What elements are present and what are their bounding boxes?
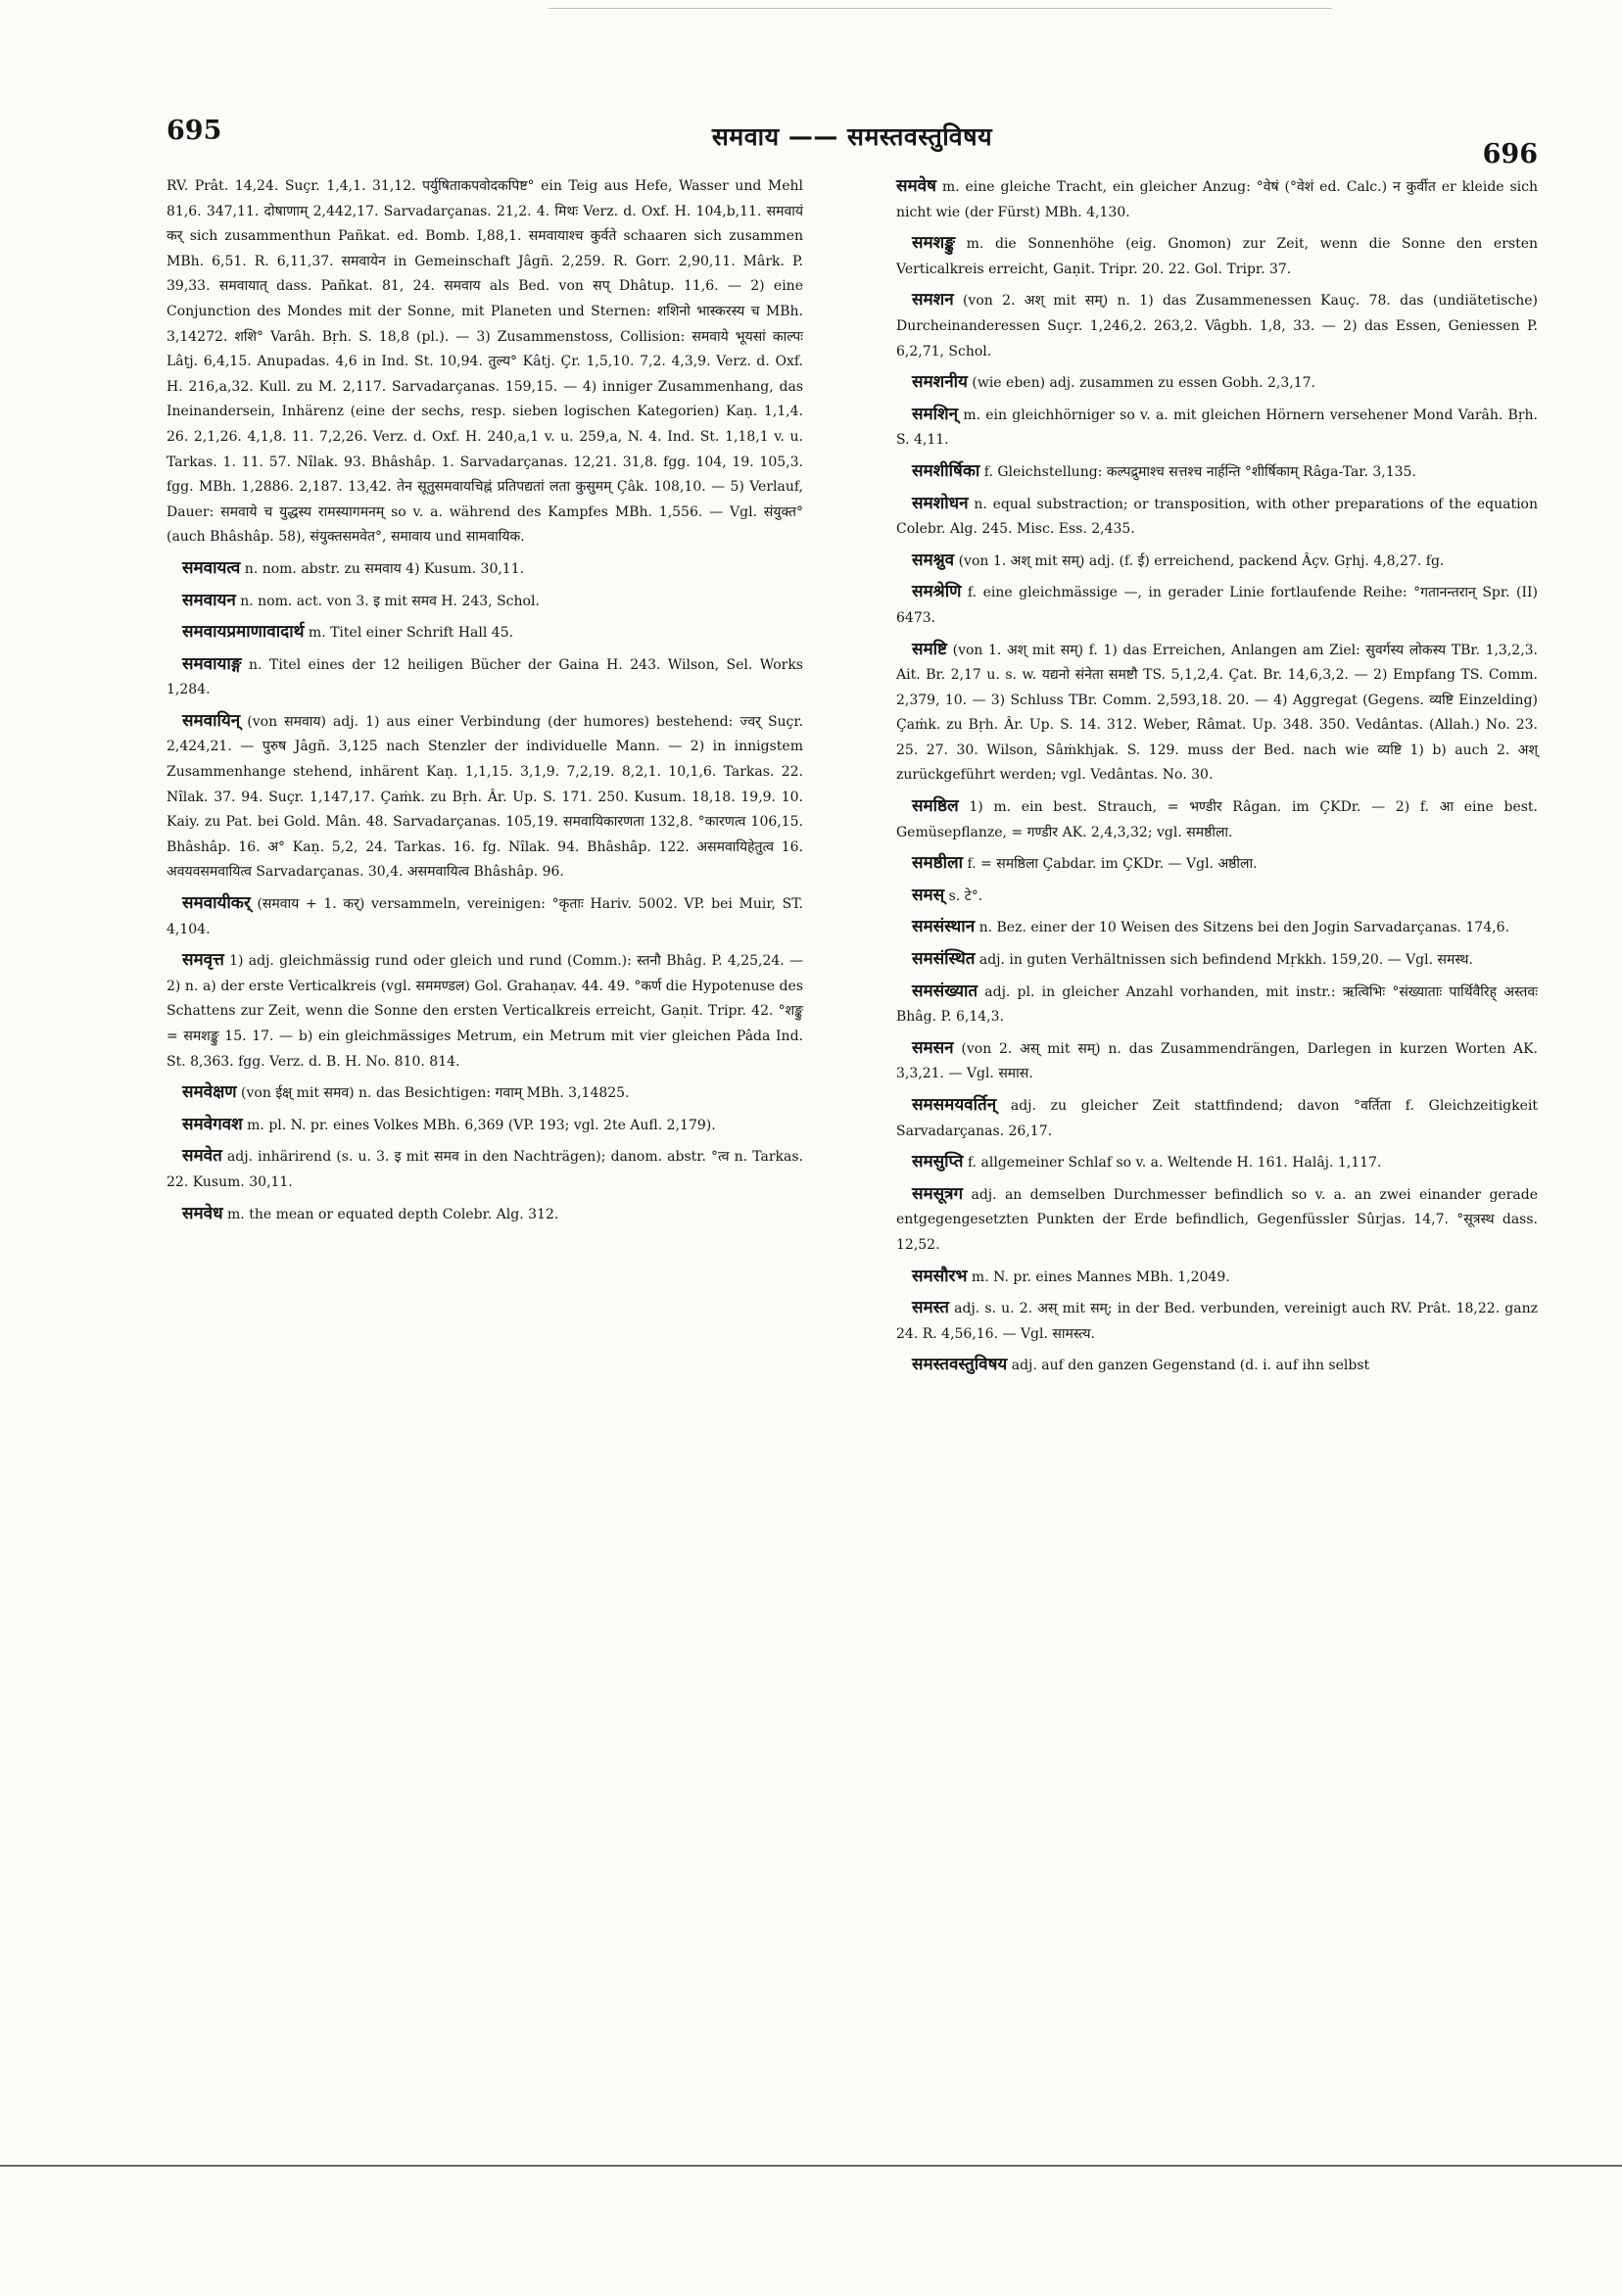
dictionary-entry: [167, 891, 803, 942]
entry-headword: समशन: [912, 290, 954, 311]
entry-headword: समसन: [912, 1037, 954, 1058]
entry-headword: समवेत: [182, 1146, 222, 1167]
entry-headword: समसौरभ: [912, 1266, 968, 1286]
entry-headword: समश्रेणि: [912, 582, 962, 602]
entry-headword: समसमयवर्तिन्: [912, 1095, 997, 1115]
entry-headword: समवायत्व: [182, 557, 241, 578]
entry-definition: m. Titel einer Schrift Hall 45.: [308, 625, 514, 642]
entry-definition: (wie eben) adj. zusammen zu essen Gobh. 2,3,17.: [972, 375, 1315, 392]
dictionary-entry: [896, 1265, 1538, 1291]
entry-headword: समवेगवश: [182, 1114, 243, 1134]
entry-definition: adj. in guten Verhältnissen sich befindend Mṛkkh. 159,20. — Vgl. समस्थ.: [978, 952, 1473, 969]
dictionary-entry: [167, 589, 803, 615]
entry-definition: f. eine gleichmässige —, in gerader Linie fortlaufende Reihe: °गतानन्तरान् Spr. (II) 6473.: [896, 585, 1538, 626]
entry-headword: समवृत्त: [182, 950, 224, 971]
entry-definition: adj. an demselben Durchmesser befindlich so v. a. an zwei einander gerade entgegengesetzten Punkten der Erde befindlich, Gegenfüssler Sûrjas. 14,7. °सूत्रस्थ dass. 12,52.: [896, 1186, 1538, 1253]
entry-definition: f. = समष्ठिला Çabdar. im ÇKDr. — Vgl. अष्ठीला.: [967, 856, 1258, 873]
entry-definition: n. Bez. einer der 10 Weisen des Sitzens bei den Jogin Sarvadarçanas. 174,6.: [978, 920, 1509, 936]
entry-headword: समशोधन: [912, 493, 969, 513]
entry-definition: m. the mean or equated depth Colebr. Alg. 312.: [227, 1206, 559, 1222]
entry-definition: n. nom. abstr. zu समवाय 4) Kusum. 30,11.: [244, 560, 525, 577]
dictionary-entry: [167, 652, 803, 703]
entry-definition: m. pl. N. pr. eines Volkes MBh. 6,369 (VP. 193; vgl. 2te Aufl. 2,179).: [247, 1117, 716, 1133]
dictionary-entry: [896, 370, 1538, 397]
entry-headword: समसंस्थित: [912, 949, 976, 970]
entry-headword: समवायप्रमाणावादार्थ: [182, 622, 305, 643]
dictionary-entry: [896, 549, 1538, 575]
entry-headword: समसुप्ति: [912, 1152, 964, 1172]
entry-definition: adj. s. u. 2. अस् mit सम्; in der Bed. verbunden, vereinigt auch RV. Prât. 18,22. ganz 24. R. 4,56,16. — Vgl. सामस्त्य.: [896, 1301, 1538, 1342]
dictionary-entry: [896, 1036, 1538, 1087]
dictionary-entry: [896, 1093, 1538, 1144]
entry-definition: adj. zu gleicher Zeit stattfindend; davon °वर्तिता f. Gleichzeitigkeit Sarvadarçanas. 26,17.: [896, 1098, 1539, 1139]
dictionary-entry: [167, 709, 803, 885]
entry-headword: समष्ठीला: [912, 853, 964, 874]
entry-definition: 1) m. ein best. Strauch, = भण्डीर Râgan. im ÇKDr. — 2) f. आ eine best. Gemüsepflanze, = गण्डीर AK. 2,4,3,32; vgl. समष्ठीला.: [896, 799, 1538, 840]
entry-definition: (von 2. अस् mit सम्) n. das Zusammendrängen, Darlegen in kurzen Worten AK. 3,3,21. — Vgl. समास.: [896, 1040, 1538, 1082]
dictionary-entry: [896, 638, 1538, 789]
entry-headword: समशिन्: [912, 404, 959, 424]
right-column: [896, 174, 1538, 1385]
entry-headword: समशनीय: [912, 372, 968, 393]
bottom-rule: [0, 2165, 1622, 2167]
dictionary-entry: [896, 231, 1538, 282]
entry-headword: समस्तवस्तुविषय: [912, 1355, 1008, 1375]
dictionary-entry: [896, 980, 1538, 1030]
entry-headword: समवायन: [182, 590, 236, 610]
dictionary-entry: [896, 915, 1538, 941]
entry-definition: n. Titel eines der 12 heiligen Bücher der Gaina H. 243. Wilson, Sel. Works 1,284.: [167, 656, 803, 698]
entry-definition: (von 2. अश् mit सम्) n. 1) das Zusammenessen Kauç. 78. das (undiätetische) Durcheinanderessen Suçr. 1,246,2. 263,2. Vâgbh. 1,8, 33. — 2) das Essen, Geniessen P. 6,2,71, Schol.: [896, 293, 1539, 359]
entry-definition: 1) adj. gleichmässig rund oder gleich und rund (Comm.): स्तनौ Bhâg. P. 4,25,24. — 2) n. a) der erste Verticalkreis (vgl. सममण्डल) Gol. Grahaṇav. 44. 49. °कर्ण die Hypotenuse des Schattens zur Zeit, wenn die Sonne den ersten Verticalkreis erreicht, Gaṇit. Tripr. 42. °शङ्कु = समशङ्कु 15. 17. — b) ein gleichmässiges Metrum, ein Metrum mit vier gleichen Pâda Ind. St. 8,363. fgg. Verz. d. B. H. No. 810. 814.: [167, 953, 804, 1070]
dictionary-entry: [167, 556, 803, 583]
page-number-right: 696: [1482, 139, 1538, 169]
entry-headword: समष्टि: [912, 639, 947, 659]
entry-definition: f. Gleichstellung: कल्पद्रुमाश्च सत्तश्च नार्हन्ति °शीर्षिकाम् Râga-Tar. 3,135.: [983, 463, 1416, 480]
dictionary-entry: [896, 403, 1538, 454]
dictionary-entry: [896, 1182, 1538, 1259]
entry-headword: समशीर्षिका: [912, 460, 980, 481]
running-title: समवाय —— समस्तवस्तुविषय: [711, 122, 993, 151]
entry-definition: adj. auf den ganzen Gegenstand (d. i. auf ihn selbst: [1011, 1358, 1370, 1374]
entry-definition: (समवाय + 1. कर्) versammeln, vereinigen: °कृताः Hariv. 5002. VP. bei Muir, ST. 4,104.: [167, 896, 803, 937]
entry-headword: समवायाङ्ग: [182, 653, 242, 674]
entry-definition: n. equal substraction; or transposition, with other preparations of the equation Colebr. Alg. 245. Misc. Ess. 2,435.: [896, 496, 1538, 538]
entry-headword: समवेध: [182, 1203, 223, 1223]
dictionary-entry: [896, 492, 1538, 543]
dictionary-entry: [896, 884, 1538, 910]
entry-definition: (von समवाय) adj. 1) aus einer Verbindung (der humores) bestehend: ज्वर् Suçr. 2,424,21. — पुरुष Jâgñ. 3,125 nach Stenzler der individuelle Mann. — 2) in innigstem Zusammenhange stehend, inhärent Kaṇ. 1,1,15. 3,1,9. 7,2,19. 8,2,1. 10,1,6. Tarkas. 22. Nîlak. 37. 94. Suçr. 1,147,17. Çaṁk. zu Bṛh. Âr. Up. S. 171. 250. Kusum. 18,18. 19,9. 10. Kaiy. zu Pat. bei Gold. Mân. 48. Sarvadarçanas. 105,19. समवायिकारणता 132,8. °कारणत्व 106,15. Bhâshâp. 16. अ° Kaṇ. 5,2, 24. Tarkas. 16. fg. Nîlak. 94. Bhâshâp. 122. असमवायिहेतुत्व 16. अवयवसमवायित्व Sarvadarçanas. 30,4. असमवायित्व Bhâshâp. 96.: [167, 713, 803, 881]
entry-headword: समष्ठिल: [912, 796, 959, 817]
entry-headword: समसंस्थान: [912, 917, 976, 937]
dictionary-entry: [896, 851, 1538, 878]
dictionary-entry: [896, 947, 1538, 974]
dictionary-entry: [167, 1202, 803, 1228]
entry-headword: समसंख्यात: [912, 981, 978, 1001]
dictionary-entry: [167, 1080, 803, 1107]
entry-headword: समवेष: [896, 176, 936, 196]
entry-definition: m. ein gleichhörniger so v. a. mit gleichen Hörnern versehener Mond Varâh. Bṛh. S. 4,11.: [896, 407, 1539, 449]
dictionary-entry: [896, 580, 1538, 631]
entry-definition: (von 1. अश् mit सम्) adj. (f. ई) erreichend, packend Âçv. Gṛhj. 4,8,27. fg.: [958, 552, 1445, 569]
entry-headword: समवायीकर्: [182, 893, 251, 914]
entry-definition: n. nom. act. von 3. इ mit समव H. 243, Schol.: [240, 593, 540, 609]
entry-definition: m. die Sonnenhöhe (eig. Gnomon) zur Zeit, wenn die Sonne den ersten Verticalkreis erreicht, Gaṇit. Tripr. 20. 22. Gol. Tripr. 37.: [896, 236, 1538, 277]
entry-headword: समवायिन्: [182, 710, 241, 731]
dictionary-entry: [167, 1144, 803, 1195]
entry-definition: s. टे°.: [948, 887, 983, 904]
dictionary-entry: [896, 174, 1538, 225]
entry-headword: समवेक्षण: [182, 1082, 237, 1103]
dictionary-entry: [167, 1113, 803, 1139]
dictionary-entry: [896, 459, 1538, 486]
dictionary-entry: [896, 794, 1538, 845]
entry-definition: f. allgemeiner Schlaf so v. a. Weltende H. 161. Halâj. 1,117.: [967, 1155, 1382, 1172]
entry-headword: समस्त: [912, 1298, 949, 1318]
entry-headword: समस्: [912, 885, 945, 905]
entry-definition: (von ईक्ष् mit समव) n. das Besichtigen: गवाम् MBh. 3,14825.: [241, 1085, 630, 1102]
entry-definition: m. eine gleiche Tracht, ein gleicher Anzug: °वेषं (°वेशं ed. Calc.) न कुर्वीत er kleide sich nicht wie (der Fürst) MBh. 4,130.: [896, 179, 1538, 220]
entry-definition: adj. pl. in gleicher Anzahl vorhanden, mit instr.: ऋत्विभिः °संख्याताः पार्थिवैरिह् अस्तवः Bhâg. P. 6,14,3.: [896, 983, 1539, 1026]
dictionary-entry: [896, 288, 1538, 364]
dictionary-entry: [896, 1150, 1538, 1176]
page-header: [167, 108, 1538, 167]
dictionary-entry: [896, 1353, 1538, 1379]
entry-headword: समशङ्कु: [912, 233, 955, 254]
left-column: [167, 174, 803, 1233]
entry-headword: समश्नुव: [912, 550, 955, 570]
dictionary-entry: [167, 620, 803, 646]
dictionary-entry: [896, 1296, 1538, 1347]
entry-definition: adj. inhärirend (s. u. 3. इ mit समव in den Nachträgen); danom. abstr. °त्व n. Tarkas. 22. Kusum. 30,11.: [167, 1149, 804, 1190]
entry-definition: m. N. pr. eines Mannes MBh. 1,2049.: [971, 1268, 1230, 1285]
dictionary-entry: [167, 174, 803, 550]
page-number-left: 695: [167, 116, 222, 146]
entry-definition: RV. Prât. 14,24. Suçr. 1,4,1. 31,12. पर्युषिताकपवोदकपिष्ट° ein Teig aus Hefe, Wasser und Mehl 81,6. 347,11. दोषाणाम् 2,442,17. Sarvadarçanas. 21,2. 4. मिथः Verz. d. Oxf. H. 104,b,11. समवायं कर् sich zusammenthun Pañkat. ed. Bomb. I,88,1. समवायाश्च कुर्वते schaaren sich zusammen MBh. 6,51. R. 6,11,37. समवायेन in Gemeinschaft Jâgñ. 2,259. R. Gorr. 2,90,11. Mârk. P. 39,33. समवायात् dass. Pañkat. 81, 24. समवाय als Bed. von सप् Dhâtup. 11,6. — 2) eine Conjunction des Mondes mit der Sonne, mit Planeten und Sternen: शशिनो भास्करस्य च MBh. 3,14272. शशि° Varâh. Bṛh. S. 18,8 (pl.). — 3) Zusammenstoss, Collision: समवाये भूयसां काल्पः Lâṭj. 6,4,15. Anupadas. 4,6 in Ind. St. 10,94. तुल्य° Kâtj. Çr. 1,5,10. 7,2. 4,3,9. Verz. d. Oxf. H. 216,a,32. Kull. zu M. 2,117. Sarvadarçanas. 159,15. — 4) inniger Zusammenhang, das Ineinandersein, Inhärenz (eine der sechs, resp. sieben logischen Kategorien) Kaṇ. 1,1,4. 26. 2,1,26. 4,1,8. 11. 7,2,26. Verz. d. Oxf. H. 240,a,1 v. u. 259,a, N. 4. Ind. St. 1,18,1 v. u. Tarkas. 1. 11. 57. Nîlak. 93. Bhâshâp. 1. Sarvadarçanas. 12,21. 31,8. fgg. 104, 19. 105,3. fgg. MBh. 1,2886. 2,187. 13,42. तेन सूतुसमवायचिह्नं प्रतिपद्यतां लता कुसुमम् Çâk. 108,10. — 5) Verlauf, Dauer: समवाये च युद्धस्य रामस्यागमनम् so v. a. während des Kampfes MBh. 1,556. — Vgl. संयुक्त° (auch Bhâshâp. 58), संयुक्तसमवेत°, समावाय und सामवायिक.: [167, 178, 803, 546]
entry-definition: (von 1. अश् mit सम्) f. 1) das Erreichen, Anlangen am Ziel: सुवर्गस्य लोकस्य TBr. 1,3,2,3. Ait. Br. 2,17 u. s. w. यद्यनो संनेता समष्टौ TS. 5,1,2,4. Çat. Br. 14,6,3,2. — 2) Empfang TS. Comm. 2,379, 10. — 3) Schluss TBr. Comm. 2,593,18. 20. — 4) Aggregat (Gegens. व्यष्टि Einzelding) Çaṁk. zu Bṛh. Âr. Up. S. 14. 312. Weber, Râmat. Up. 348. 350. Vedântas. (Allah.) No. 23. 25. 27. 30. Wilson, Sâṁkhjak. S. 129. muss der Bed. nach wie व्यष्टि 1) b) auch 2. अश् zurückgeführt werden; vgl. Vedântas. No. 30.: [896, 642, 1539, 784]
dictionary-entry: [167, 948, 803, 1075]
scan-edge-line: [549, 8, 1332, 9]
entry-headword: समसूत्रग: [912, 1183, 964, 1204]
